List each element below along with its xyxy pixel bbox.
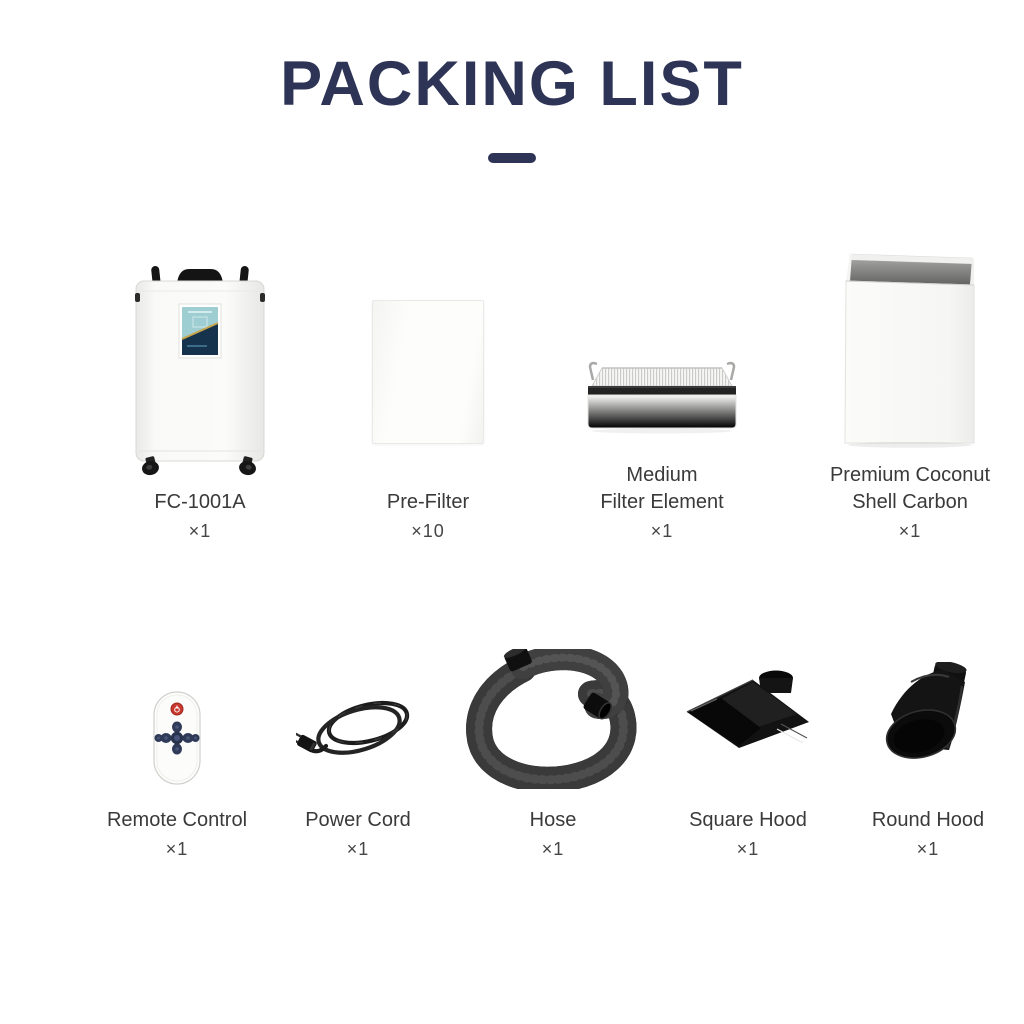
item-quantity: ×10 <box>411 521 445 541</box>
hose-art <box>453 646 653 801</box>
item-pre-filter <box>318 254 538 545</box>
fume-extractor-art <box>75 254 325 469</box>
item-name: Hose <box>529 809 577 831</box>
medium-filter-art <box>552 254 772 469</box>
item-quantity: ×1 <box>541 839 565 859</box>
hose-image <box>466 649 641 789</box>
pre-filter-caption <box>387 469 469 545</box>
round-hood-image <box>881 662 976 764</box>
item-remote-control <box>77 646 277 863</box>
carbon-filter-caption <box>829 464 991 545</box>
remote-control-image <box>151 690 203 786</box>
item-medium-filter <box>552 254 772 545</box>
item-carbon-filter <box>790 254 1024 545</box>
item-name: FC-1001A <box>154 491 246 513</box>
pre-filter-image <box>372 300 484 444</box>
carbon-filter-image <box>843 252 978 448</box>
remote-control-caption <box>107 801 247 863</box>
item-name: Remote Control <box>106 809 248 831</box>
power-cord-image <box>296 693 421 768</box>
item-quantity: ×1 <box>916 839 940 859</box>
item-name: Pre-Filter <box>386 491 470 513</box>
fume-extractor-image <box>135 265 265 477</box>
item-quantity: ×1 <box>898 521 922 541</box>
medium-filter-image <box>586 356 738 434</box>
item-name: Round Hood <box>871 809 985 831</box>
remote-control-art <box>77 646 277 801</box>
item-quantity: ×1 <box>650 521 674 541</box>
item-power-cord <box>258 646 458 863</box>
pre-filter-art <box>318 254 538 469</box>
item-fume-extractor <box>75 254 325 545</box>
item-quantity: ×1 <box>165 839 189 859</box>
medium-filter-caption <box>600 464 724 545</box>
square-hood-art <box>648 646 848 801</box>
item-quantity: ×1 <box>346 839 370 859</box>
item-name: Power Cord <box>305 809 411 831</box>
item-quantity: ×1 <box>736 839 760 859</box>
item-name: Premium Coconut Shell Carbon <box>829 464 991 513</box>
item-round-hood <box>828 646 1024 863</box>
round-hood-caption <box>872 801 984 863</box>
item-quantity: ×1 <box>188 521 212 541</box>
round-hood-art <box>828 646 1024 801</box>
carbon-filter-art <box>790 254 1024 469</box>
item-hose <box>453 646 653 863</box>
power-cord-art <box>258 646 458 801</box>
page-title: PACKING LIST <box>280 49 744 119</box>
title-underline <box>488 153 536 163</box>
item-square-hood <box>648 646 848 863</box>
hose-caption <box>530 801 577 863</box>
power-cord-caption <box>305 801 411 863</box>
fume-extractor-caption <box>154 469 245 545</box>
item-name: Medium Filter Element <box>600 464 724 513</box>
item-name: Square Hood <box>689 809 807 831</box>
square-hood-image <box>681 666 816 756</box>
square-hood-caption <box>689 801 807 863</box>
